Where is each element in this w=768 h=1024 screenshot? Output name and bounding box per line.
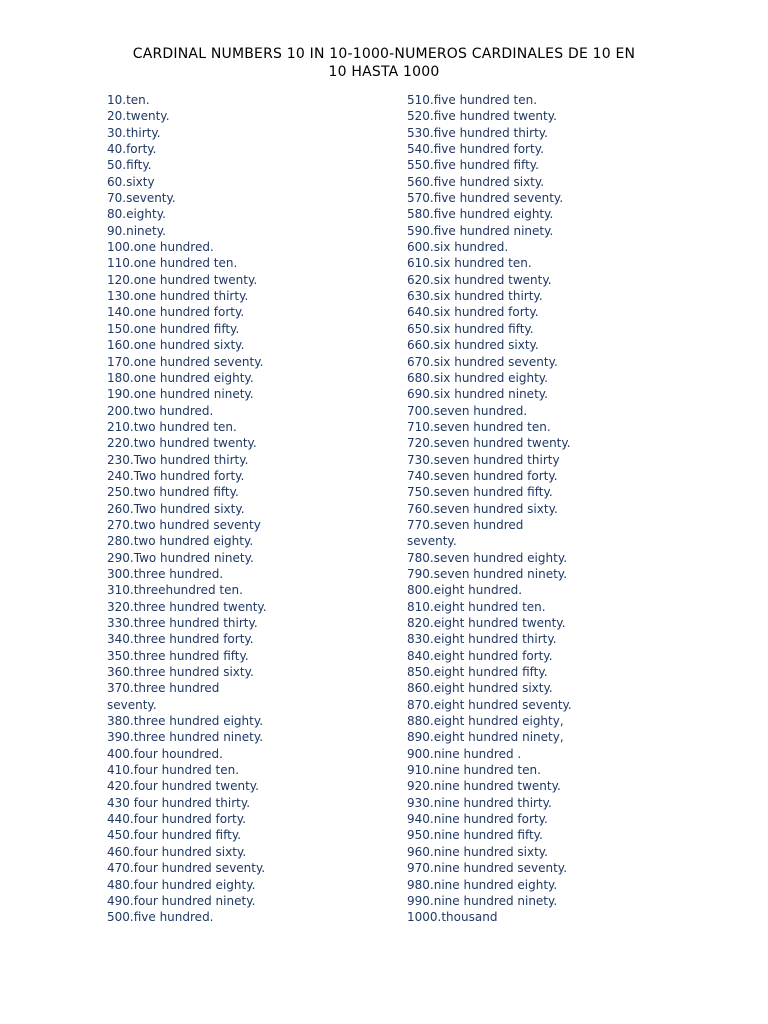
list-item: 900.nine hundred . xyxy=(407,746,522,761)
right-number-column xyxy=(407,92,697,926)
list-item: 560.five hundred sixty. xyxy=(407,174,545,189)
list-item: 240.Two hundred forty. xyxy=(107,468,245,483)
list-item: 960.nine hundred sixty. xyxy=(407,844,548,859)
list-item: 580.five hundred eighty. xyxy=(407,207,554,222)
list-item: 110.one hundred ten. xyxy=(107,256,238,271)
list-item: 880.eight hundred eighty, xyxy=(407,714,564,729)
title-line-2: 10 HASTA 1000 xyxy=(328,64,440,80)
list-item: 930.nine hundred thirty. xyxy=(407,795,552,810)
list-item: 140.one hundred forty. xyxy=(107,305,245,320)
list-item: seventy. xyxy=(407,534,457,549)
list-item: 720.seven hundred twenty. xyxy=(407,436,571,451)
list-item: 780.seven hundred eighty. xyxy=(407,550,568,565)
list-item: 80.eighty. xyxy=(107,207,166,222)
list-item: 290.Two hundred ninety. xyxy=(107,550,254,565)
list-item: 440.four hundred forty. xyxy=(107,812,246,827)
list-item: 830.eight hundred thirty. xyxy=(407,632,557,647)
list-item: 400.four houndred. xyxy=(107,746,223,761)
list-item: 510.five hundred ten. xyxy=(407,93,538,107)
list-item: 170.one hundred seventy. xyxy=(107,354,264,369)
list-item: 270.two hundred seventy xyxy=(107,517,261,532)
list-item: 90.ninety. xyxy=(107,223,166,238)
list-item: 970.nine hundred seventy. xyxy=(407,861,568,876)
list-item: 130.one hundred thirty. xyxy=(107,289,249,304)
list-item: 890.eight hundred ninety, xyxy=(407,730,564,745)
list-item: 730.seven hundred thirty xyxy=(407,452,560,467)
list-item: 160.one hundred sixty. xyxy=(107,338,245,353)
list-item: 490.four hundred ninety. xyxy=(107,893,256,908)
list-item: 200.two hundred. xyxy=(107,403,214,418)
list-item: 360.three hundred sixty. xyxy=(107,665,254,680)
list-item: 550.five hundred fifty. xyxy=(407,158,539,173)
list-item: 980.nine hundred eighty. xyxy=(407,877,558,892)
list-item: 20.twenty. xyxy=(107,109,170,124)
list-item: 10.ten. xyxy=(107,93,150,107)
list-item: 40.forty. xyxy=(107,142,157,157)
list-item: 260.Two hundred sixty. xyxy=(107,501,245,516)
list-item: 630.six hundred thirty. xyxy=(407,289,543,304)
list-item: 800.eight hundred. xyxy=(407,583,523,598)
list-item: 50.fifty. xyxy=(107,158,152,173)
list-item: 180.one hundred eighty. xyxy=(107,370,254,385)
list-item: 790.seven hundred ninety. xyxy=(407,566,568,581)
list-item: 530.five hundred thirty. xyxy=(407,125,548,140)
list-item: 600.six hundred. xyxy=(407,240,509,255)
list-item: 820.eight hundred twenty. xyxy=(407,616,566,630)
list-item: 300.three hundred. xyxy=(107,566,224,581)
list-item: seventy. xyxy=(107,697,157,712)
document-title xyxy=(100,45,668,81)
list-item: 660.six hundred sixty. xyxy=(407,338,539,353)
list-item: 30.thirty. xyxy=(107,125,161,140)
list-item: 670.six hundred seventy. xyxy=(407,354,558,369)
list-item: 590.five hundred ninety. xyxy=(407,223,554,238)
list-item: 910.nine hundred ten. xyxy=(407,763,541,778)
list-item: 250.two hundred fifty. xyxy=(107,485,239,500)
list-item: 690.six hundred ninety. xyxy=(407,387,548,402)
list-item: 620.six hundred twenty. xyxy=(407,272,552,287)
list-item: 450.four hundred fifty. xyxy=(107,828,242,843)
list-item: 740.seven hundred forty. xyxy=(407,468,558,483)
list-item: 860.eight hundred sixty. xyxy=(407,681,553,696)
list-item: 100.one hundred. xyxy=(107,240,214,255)
list-item: 500.five hundred. xyxy=(107,910,214,925)
list-item: 210.two hundred ten. xyxy=(107,419,237,434)
list-item: 410.four hundred ten. xyxy=(107,763,240,778)
list-item: 340.three hundred forty. xyxy=(107,632,254,647)
list-item: 70.seventy. xyxy=(107,191,176,206)
list-item: 220.two hundred twenty. xyxy=(107,436,257,451)
list-item: 280.two hundred eighty. xyxy=(107,534,254,549)
list-item: 650.six hundred fifty. xyxy=(407,321,534,336)
title-line-1: CARDINAL NUMBERS 10 IN 10-1000-NUMEROS CARDINALES DE 10 EN xyxy=(132,46,636,62)
list-item: 640.six hundred forty. xyxy=(407,305,539,320)
list-item: 680.six hundred eighty. xyxy=(407,370,548,385)
list-item: 950.nine hundred fifty. xyxy=(407,828,543,843)
list-item: 750.seven hundred fifty. xyxy=(407,485,553,500)
list-item: 380.three hundred eighty. xyxy=(107,714,264,729)
list-item: 700.seven hundred. xyxy=(407,403,528,418)
list-item: 480.four hundred eighty. xyxy=(107,877,256,892)
list-item: 990.nine hundred ninety. xyxy=(407,893,558,908)
list-item: 230.Two hundred thirty. xyxy=(107,452,249,467)
list-item: 320.three hundred twenty. xyxy=(107,599,267,614)
list-item: 940.nine hundred forty. xyxy=(407,812,548,827)
list-item: 310.threehundred ten. xyxy=(107,583,243,598)
list-item: 190.one hundred ninety. xyxy=(107,387,254,402)
list-item: 760.seven hundred sixty. xyxy=(407,501,558,516)
list-item: 920.nine hundred twenty. xyxy=(407,779,561,794)
list-item: 330.three hundred thirty. xyxy=(107,616,258,630)
list-item: 1000.thousand xyxy=(407,910,498,925)
list-item: 810.eight hundred ten. xyxy=(407,599,546,614)
left-number-column xyxy=(107,92,377,926)
list-item: 870.eight hundred seventy. xyxy=(407,697,572,712)
list-item: 770.seven hundred xyxy=(407,517,524,532)
list-item: 150.one hundred fifty. xyxy=(107,321,240,336)
list-item: 520.five hundred twenty. xyxy=(407,109,557,124)
list-item: 610.six hundred ten. xyxy=(407,256,532,271)
list-item: 390.three hundred ninety. xyxy=(107,730,264,745)
list-item: 710.seven hundred ten. xyxy=(407,419,551,434)
list-item: 120.one hundred twenty. xyxy=(107,272,258,287)
list-item: 850.eight hundred fifty. xyxy=(407,665,548,680)
list-item: 460.four hundred sixty. xyxy=(107,844,247,859)
list-item: 350.three hundred fifty. xyxy=(107,648,249,663)
list-item: 370.three hundred xyxy=(107,681,220,696)
list-item: 420.four hundred twenty. xyxy=(107,779,259,794)
list-item: 570.five hundred seventy. xyxy=(407,191,564,206)
list-item: 470.four hundred seventy. xyxy=(107,861,266,876)
list-item: 840.eight hundred forty. xyxy=(407,648,553,663)
list-item: 540.five hundred forty. xyxy=(407,142,544,157)
list-item: 430 four hundred thirty. xyxy=(107,795,251,810)
list-item: 60.sixty xyxy=(107,174,155,189)
